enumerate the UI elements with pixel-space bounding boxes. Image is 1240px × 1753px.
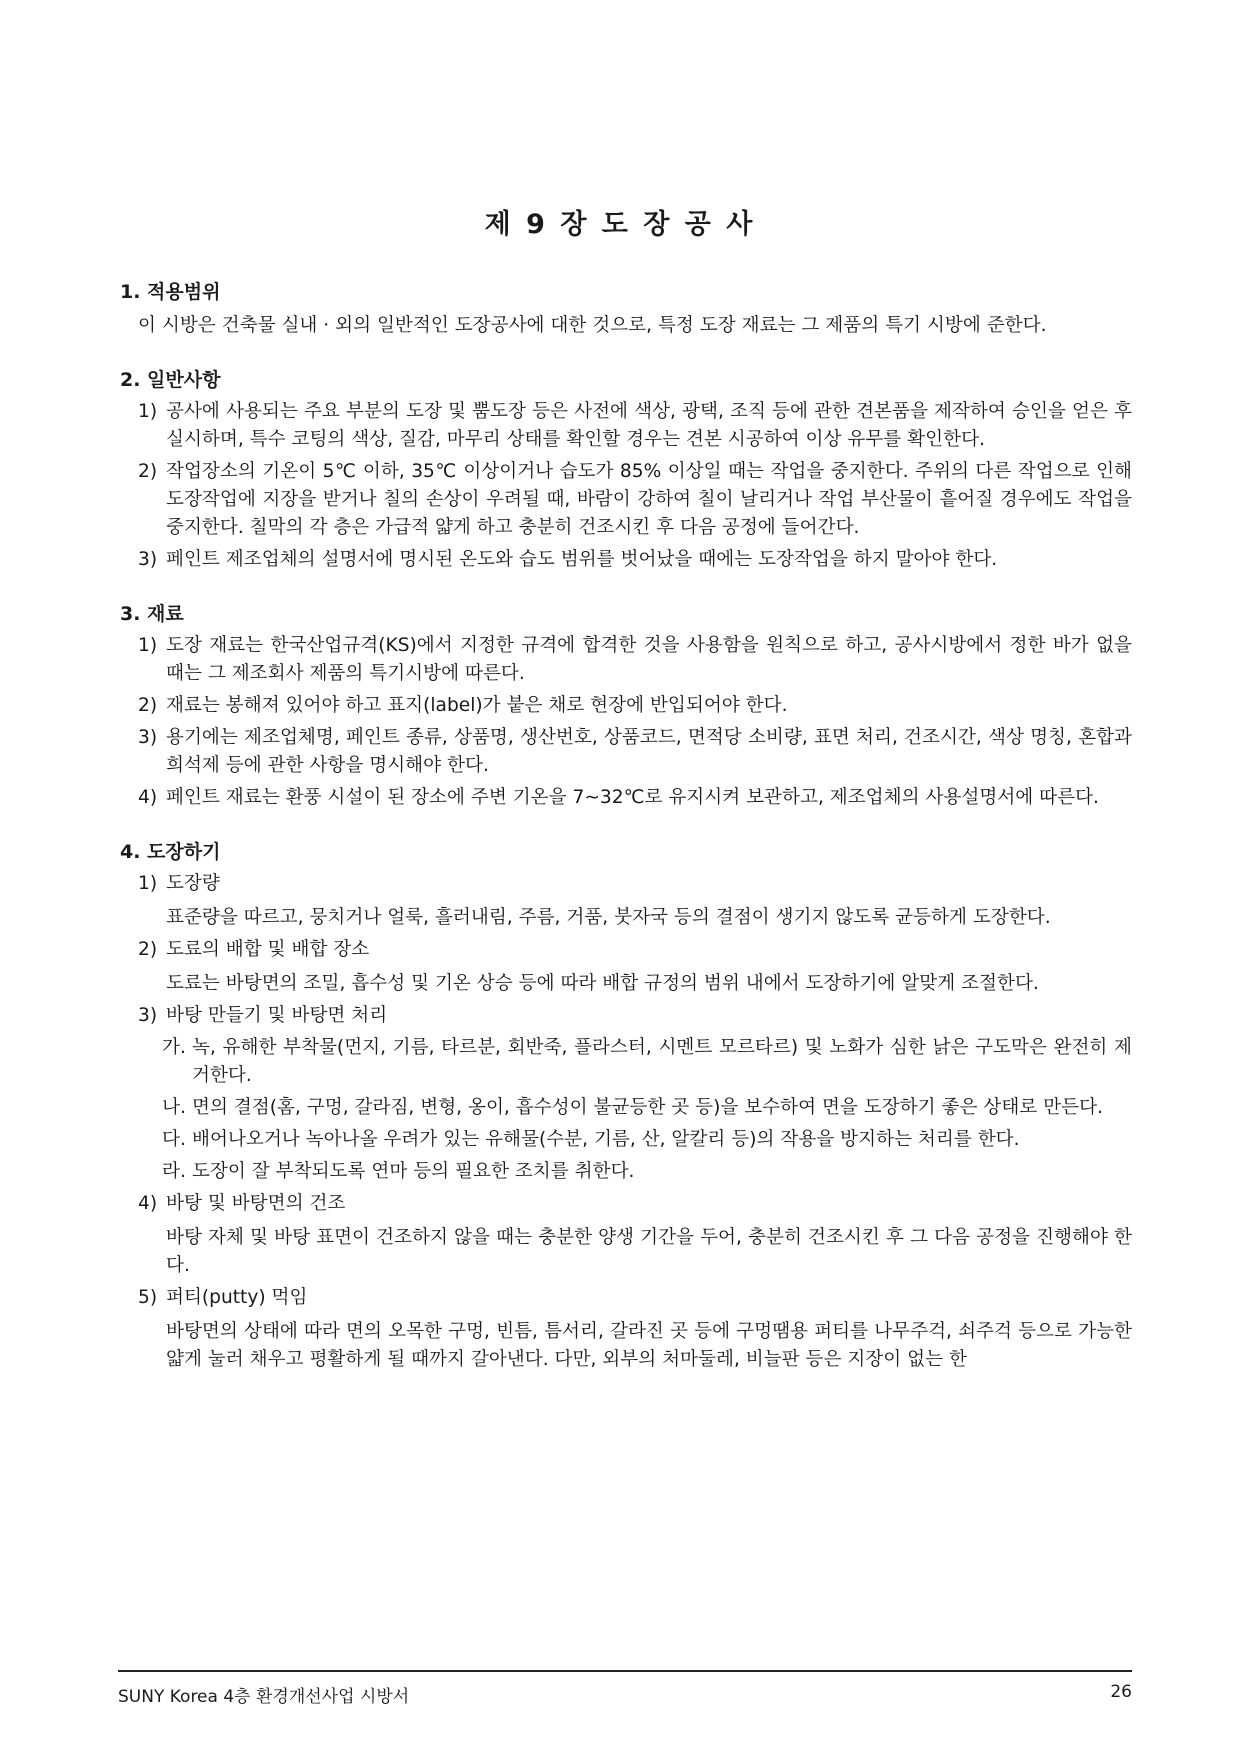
item-number: 4) [138, 1193, 158, 1214]
item-number: 3) [138, 549, 158, 570]
item-number: 1) [138, 401, 158, 422]
section-paragraph: 이 시방은 건축물 실내 · 외의 일반적인 도장공사에 대한 것으로, 특정 도장 재료는 그 제품의 특기 시방에 준한다. [138, 315, 1047, 336]
section-painting [120, 838, 1132, 1374]
section-heading: 3. 재료 [120, 603, 184, 625]
list-item [120, 398, 1132, 454]
item-text: 용기에는 제조업체명, 페인트 종류, 상품명, 생산번호, 상품코드, 면적당 소비량, 표면 처리, 건조시간, 색상 명칭, 혼합과 희석제 등에 관한 사항을 명시해야 한다. [166, 727, 1132, 776]
item-text: 공사에 사용되는 주요 부분의 도장 및 뿜도장 등은 사전에 색상, 광택, 조직 등에 관한 견본품을 제작하여 승인을 얻은 후 실시하며, 특수 코팅의 색상, 질감, 마무리 상태를 확인할 경우는 견본 시공하여 이상 유무를 확인한다. [166, 401, 1132, 450]
list-item [120, 458, 1132, 542]
item-text: 페인트 재료는 환풍 시설이 된 장소에 주변 기온을 7∼32℃로 유지시켜 보관하고, 제조업체의 사용설명서에 따른다. [166, 787, 1099, 808]
page-footer [118, 1670, 1132, 1707]
item-title: 퍼티(putty) 먹임 [166, 1287, 308, 1308]
section-general [120, 366, 1132, 574]
item-title: 도장량 [166, 873, 220, 894]
item-number: 5) [138, 1287, 158, 1308]
item-number: 1) [138, 635, 158, 656]
section-heading: 2. 일반사항 [120, 369, 221, 391]
sub-item [120, 1094, 1132, 1122]
page-number: 26 [1110, 1682, 1132, 1702]
item-number: 3) [138, 1005, 158, 1026]
list-item [120, 1190, 1132, 1218]
sub-item-marker: 다. [162, 1129, 186, 1150]
sub-item-marker: 나. [162, 1097, 186, 1118]
sub-item [120, 1158, 1132, 1186]
list-item [120, 546, 1132, 574]
section-heading: 1. 적용범위 [120, 281, 221, 303]
item-number: 2) [138, 461, 158, 482]
document-body [120, 278, 1132, 1400]
sub-item-text: 배어나오거나 녹아나올 우려가 있는 유해물(수분, 기름, 산, 알칼리 등)의 작용을 방지하는 처리를 한다. [192, 1129, 1020, 1150]
list-item [120, 1284, 1132, 1312]
list-item [120, 632, 1132, 688]
footer-document-title: SUNY Korea 4층 환경개선사업 시방서 [118, 1687, 410, 1707]
item-paragraph: 표준량을 따르고, 뭉치거나 얼룩, 흘러내림, 주름, 거품, 붓자국 등의 결점이 생기지 않도록 균등하게 도장한다. [166, 907, 1051, 928]
item-paragraph: 바탕면의 상태에 따라 면의 오목한 구멍, 빈틈, 틈서리, 갈라진 곳 등에 구멍땜용 퍼티를 나무주걱, 쇠주걱 등으로 가능한 얇게 눌러 채우고 평활하게 될 때까지 갈아낸다. 다만, 외부의 처마둘레, 비늘판 등은 지장이 없는 한 [166, 1321, 1132, 1370]
sub-item-text: 도장이 잘 부착되도록 연마 등의 필요한 조치를 취한다. [192, 1161, 635, 1182]
list-item [120, 870, 1132, 898]
item-text: 도장 재료는 한국산업규격(KS)에서 지정한 규격에 합격한 것을 사용함을 원칙으로 하고, 공사시방에서 정한 바가 없을 때는 그 제조회사 제품의 특기시방에 따른다. [166, 635, 1132, 684]
list-item [120, 692, 1132, 720]
item-number: 3) [138, 727, 158, 748]
item-title: 도료의 배합 및 배합 장소 [166, 939, 370, 960]
sub-item-marker: 가. [162, 1037, 186, 1058]
chapter-title: 제 9 장 도 장 공 사 [484, 209, 756, 240]
sub-item-text: 녹, 유해한 부착물(먼지, 기름, 타르분, 회반죽, 플라스터, 시멘트 모르타르) 및 노화가 심한 낡은 구도막은 완전히 제거한다. [192, 1037, 1132, 1086]
item-paragraph: 바탕 자체 및 바탕 표면이 건조하지 않을 때는 충분한 양생 기간을 두어, 충분히 건조시킨 후 그 다음 공정을 진행해야 한다. [166, 1227, 1132, 1276]
item-number: 4) [138, 787, 158, 808]
item-text: 작업장소의 기온이 5℃ 이하, 35℃ 이상이거나 습도가 85% 이상일 때는 작업을 중지한다. 주위의 다른 작업으로 인해 도장작업에 지장을 받거나 칠의 손상이 우려될 때, 바람이 강하여 칠이 날리거나 작업 부산물이 흩어질 경우에도 작업을 중지한다. 칠막의 각 층은 가급적 얇게 하고 충분히 건조시킨 후 다음 공정에 들어간다. [166, 461, 1132, 538]
item-title: 바탕 만들기 및 바탕면 처리 [166, 1005, 388, 1026]
sub-item-marker: 라. [162, 1161, 186, 1182]
sub-item [120, 1126, 1132, 1154]
sub-item [120, 1034, 1132, 1090]
item-title: 바탕 및 바탕면의 건조 [166, 1193, 346, 1214]
section-scope [120, 278, 1132, 340]
list-item [120, 1002, 1132, 1030]
item-text: 페인트 제조업체의 설명서에 명시된 온도와 습도 범위를 벗어났을 때에는 도장작업을 하지 말아야 한다. [166, 549, 998, 570]
item-paragraph: 도료는 바탕면의 조밀, 흡수성 및 기온 상승 등에 따라 배합 규정의 범위 내에서 도장하기에 알맞게 조절한다. [166, 973, 1039, 994]
item-number: 1) [138, 873, 158, 894]
item-number: 2) [138, 695, 158, 716]
section-materials [120, 600, 1132, 812]
item-number: 2) [138, 939, 158, 960]
list-item [120, 724, 1132, 780]
item-text: 재료는 봉해져 있어야 하고 표지(label)가 붙은 채로 현장에 반입되어야 한다. [166, 695, 788, 716]
section-heading: 4. 도장하기 [120, 841, 221, 863]
list-item [120, 936, 1132, 964]
list-item [120, 784, 1132, 812]
sub-item-text: 면의 결점(홈, 구멍, 갈라짐, 변형, 옹이, 흡수성이 불균등한 곳 등)을 보수하여 면을 도장하기 좋은 상태로 만든다. [192, 1097, 1103, 1118]
